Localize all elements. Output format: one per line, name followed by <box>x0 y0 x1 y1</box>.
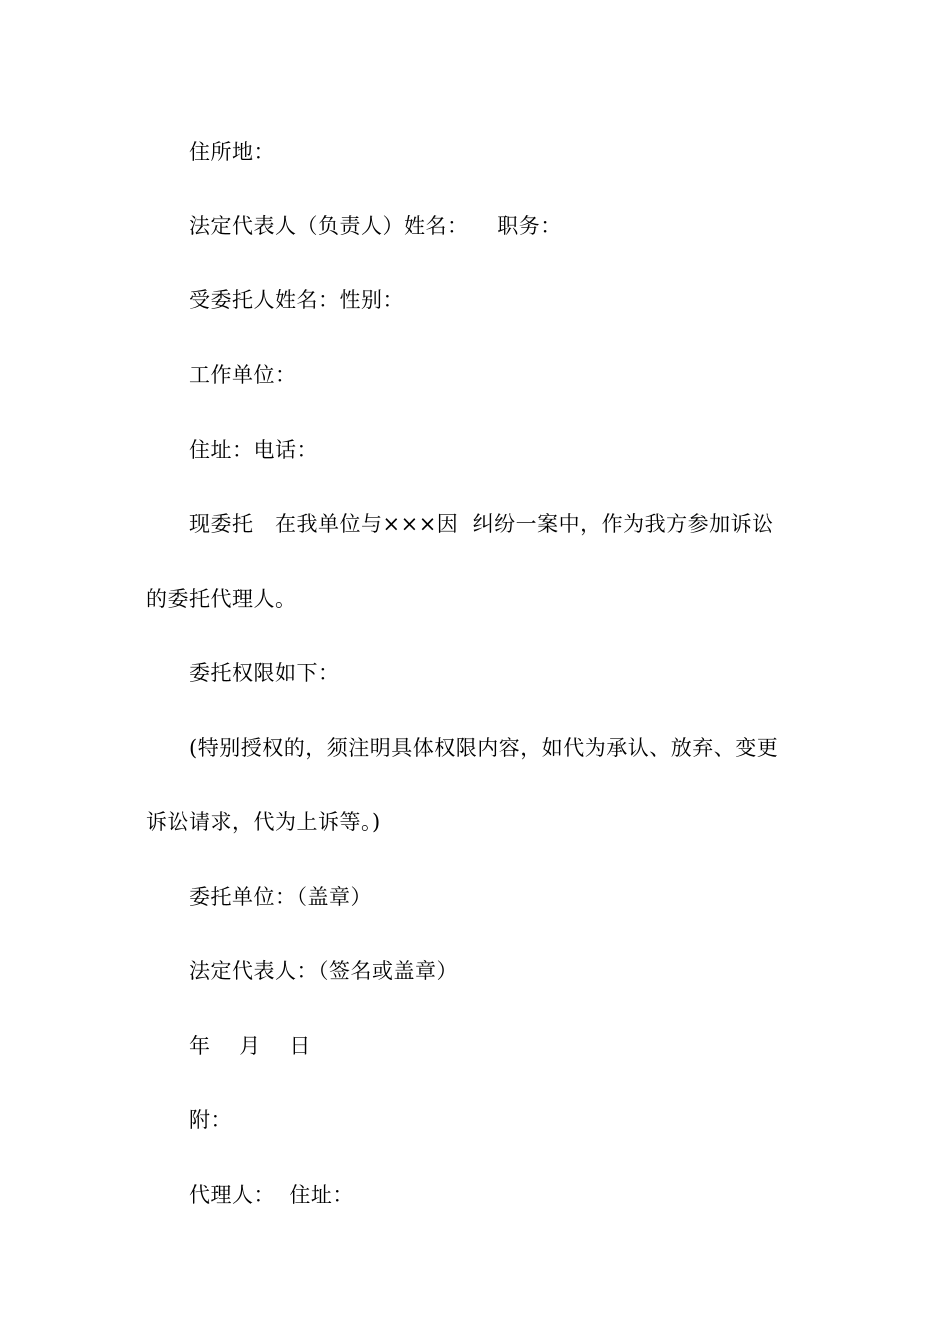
field-agent-address: 代理人： 住址： <box>189 1183 354 1207</box>
attachment-label: 附： <box>189 1108 232 1132</box>
field-legal-rep-signature: 法定代表人：（签名或盖章） <box>189 959 458 983</box>
field-residence: 住所地： <box>189 140 275 164</box>
authority-heading: 委托权限如下： <box>189 661 340 685</box>
field-entrusting-unit: 委托单位：（盖章） <box>189 885 372 909</box>
field-work-unit: 工作单位： <box>189 363 297 387</box>
authority-note-line-2: 诉讼请求，代为上诉等。) <box>146 810 381 834</box>
field-address-phone: 住址：电话： <box>189 438 318 462</box>
field-agent-name-gender: 受委托人姓名：性别： <box>189 288 404 312</box>
paragraph-entrust-line-2: 的委托代理人。 <box>146 587 297 611</box>
field-date: 年 月 日 <box>189 1034 311 1058</box>
paragraph-entrust-line-1: 现委托 在我单位与×××因 纠纷一案中，作为我方参加诉讼 <box>189 512 774 536</box>
authority-note-line-1: (特别授权的，须注明具体权限内容，如代为承认、放弃、变更 <box>189 736 779 760</box>
field-legal-representative: 法定代表人（负责人）姓名： 职务： <box>189 214 562 238</box>
